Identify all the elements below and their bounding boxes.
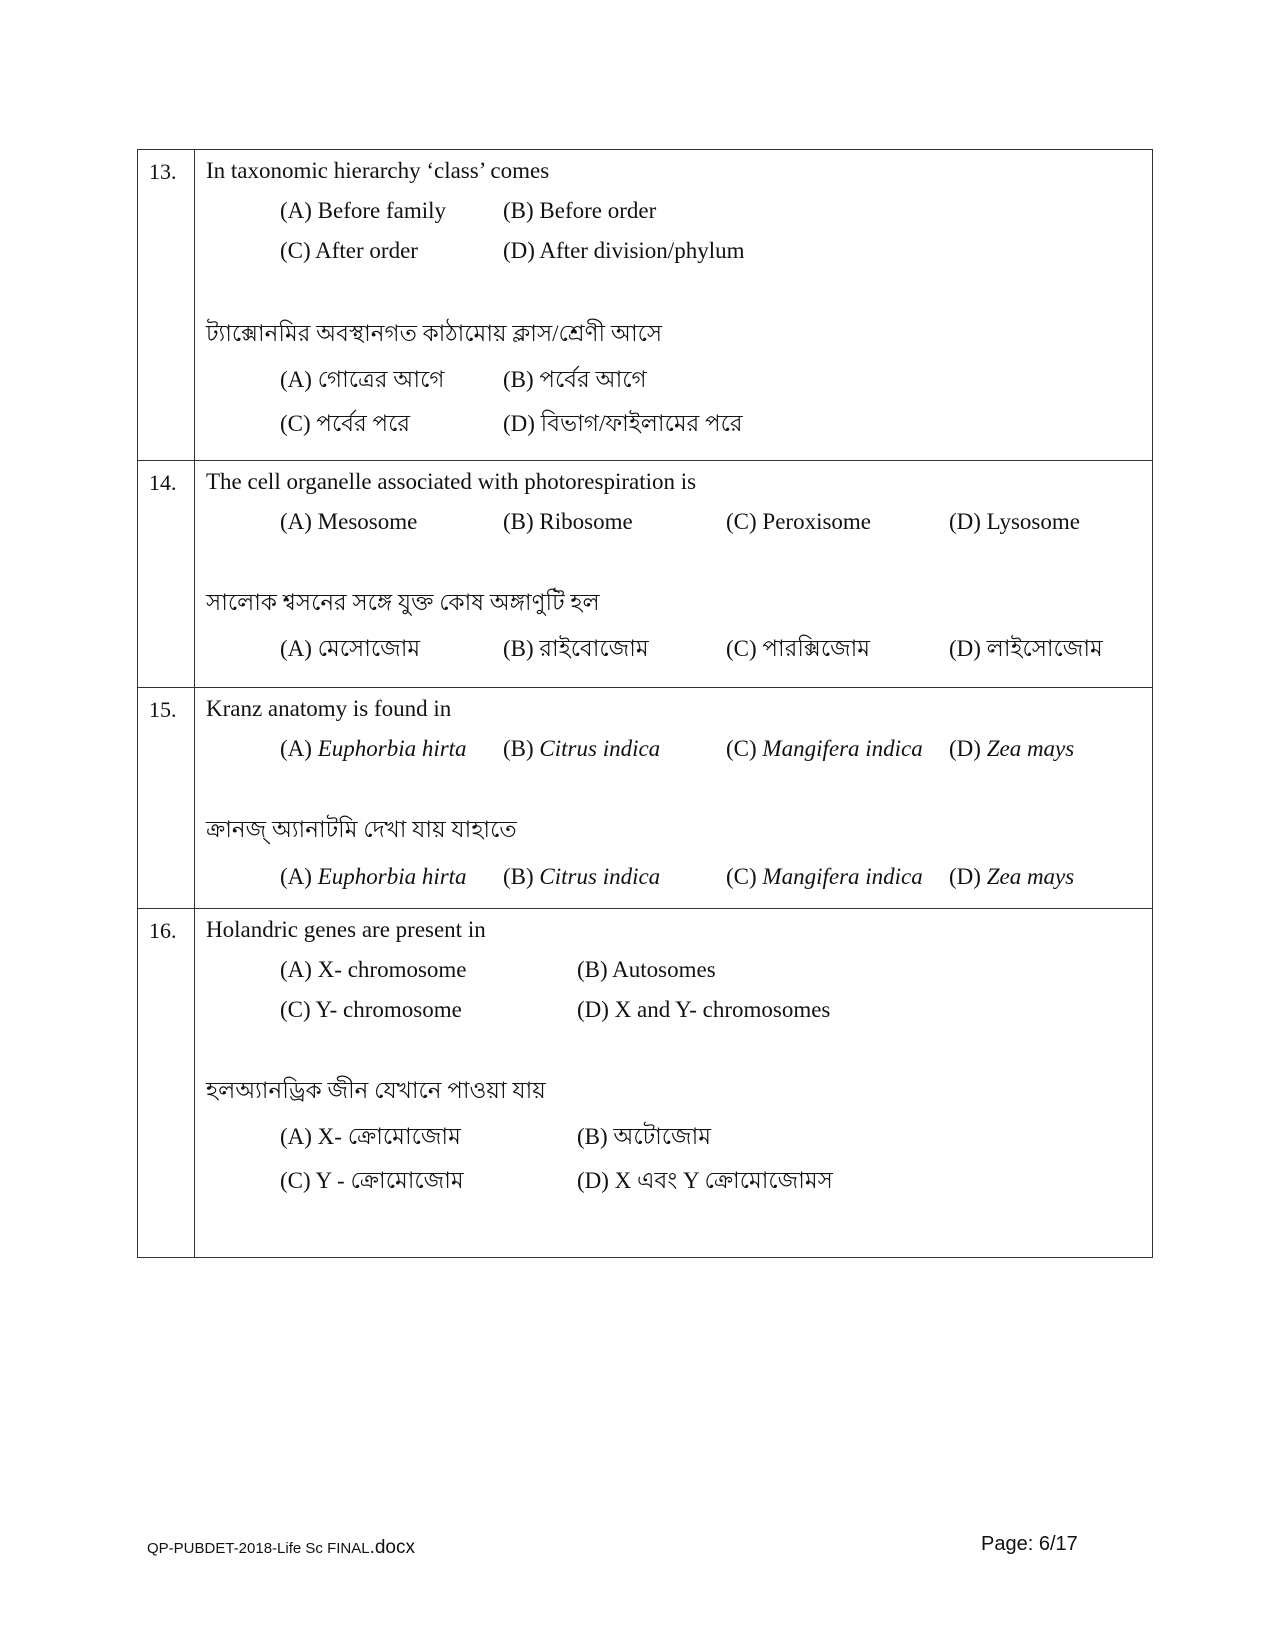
question-content xyxy=(195,150,1153,461)
question-row-15 xyxy=(138,688,1153,909)
option-a-en: (A) X- chromosome xyxy=(280,957,467,982)
footer-filename-extension: .docx xyxy=(369,1537,415,1558)
option-a-bn: (A) গোত্রের আগে xyxy=(280,367,445,392)
option-c-en: (C) Peroxisome xyxy=(726,509,872,534)
question-content xyxy=(195,688,1153,909)
question-number: 13. xyxy=(138,150,195,461)
question-number: 15. xyxy=(138,688,195,909)
option-prefix: (C) xyxy=(726,864,763,889)
option-prefix: (D) xyxy=(949,736,987,761)
option-a-bn: (A) মেসোজোম xyxy=(280,636,421,661)
option-c-bn xyxy=(726,863,923,891)
footer-page-number: Page: 6/17 xyxy=(981,1533,1078,1555)
option-b-bn: (B) অটোজোম xyxy=(577,1124,712,1149)
option-b-bn: (B) পর্বের আগে xyxy=(503,367,647,392)
option-b-en xyxy=(503,735,660,763)
option-d-bn: (D) বিভাগ/ফাইলামের পরে xyxy=(503,411,743,436)
question-stem-en: In taxonomic hierarchy ‘class’ comes xyxy=(206,158,550,183)
question-row-16 xyxy=(138,909,1153,1258)
question-stem-en: Holandric genes are present in xyxy=(206,917,486,942)
option-c-bn: (C) পর্বের পরে xyxy=(280,411,410,436)
option-a-en: (A) Before family xyxy=(280,198,447,223)
option-d-en xyxy=(949,735,1074,763)
option-prefix: (A) xyxy=(280,736,318,761)
option-c-bn: (C) পারক্সিজোম xyxy=(726,636,871,661)
option-c-en: (C) Y- chromosome xyxy=(280,997,462,1022)
species-name: Zea mays xyxy=(986,864,1075,889)
option-d-en: (D) X and Y- chromosomes xyxy=(577,997,831,1022)
questions-table xyxy=(137,149,1153,1258)
question-content xyxy=(195,461,1153,688)
option-prefix: (B) xyxy=(503,736,540,761)
species-name: Citrus indica xyxy=(539,736,661,761)
footer-filename-base: QP-PUBDET-2018-Life Sc FINAL xyxy=(147,1540,370,1557)
footer-filename xyxy=(147,1537,415,1559)
question-stem-en: The cell organelle associated with photorespiration is xyxy=(206,469,697,494)
question-content xyxy=(195,909,1153,1258)
option-c-en: (C) After order xyxy=(280,238,418,263)
option-d-bn: (D) লাইসোজোম xyxy=(949,636,1103,661)
species-name: Euphorbia hirta xyxy=(317,736,467,761)
option-b-bn: (B) রাইবোজোম xyxy=(503,636,649,661)
option-c-bn: (C) Y - ক্রোমোজোম xyxy=(280,1168,464,1193)
option-prefix: (D) xyxy=(949,864,987,889)
option-b-bn xyxy=(503,863,660,891)
option-a-bn xyxy=(280,863,467,891)
species-name: Mangifera indica xyxy=(762,736,923,761)
question-stem-bn: হলঅ্যানড্রিক জীন যেখানে পাওয়া যায় xyxy=(206,1078,546,1103)
option-prefix: (B) xyxy=(503,864,540,889)
species-name: Zea mays xyxy=(986,736,1075,761)
question-row-13 xyxy=(138,150,1153,461)
species-name: Citrus indica xyxy=(539,864,661,889)
species-name: Euphorbia hirta xyxy=(317,864,467,889)
species-name: Mangifera indica xyxy=(762,864,923,889)
option-a-en: (A) Mesosome xyxy=(280,509,418,534)
option-a-bn: (A) X- ক্রোমোজোম xyxy=(280,1124,461,1149)
question-row-14 xyxy=(138,461,1153,688)
question-stem-bn: ক্রানজ্ অ্যানাটমি দেখা যায় যাহাতে xyxy=(206,817,517,842)
option-prefix: (C) xyxy=(726,736,763,761)
question-stem-en: Kranz anatomy is found in xyxy=(206,696,452,721)
option-c-en xyxy=(726,735,923,763)
option-d-en: (D) Lysosome xyxy=(949,509,1080,534)
option-d-bn: (D) X এবং Y ক্রোমোজোমস xyxy=(577,1168,833,1193)
question-stem-bn: ট্যাক্সোনমির অবস্থানগত কাঠামোয় ক্লাস/শ্রেণী আসে xyxy=(206,321,663,346)
option-b-en: (B) Ribosome xyxy=(503,509,633,534)
option-b-en: (B) Before order xyxy=(503,198,657,223)
option-d-bn xyxy=(949,863,1074,891)
option-d-en: (D) After division/phylum xyxy=(503,238,745,263)
option-prefix: (A) xyxy=(280,864,318,889)
question-stem-bn: সালোক শ্বসনের সঙ্গে যুক্ত কোষ অঙ্গাণুটি হল xyxy=(206,590,600,615)
option-b-en: (B) Autosomes xyxy=(577,957,716,982)
question-number: 14. xyxy=(138,461,195,688)
question-number: 16. xyxy=(138,909,195,1258)
option-a-en xyxy=(280,735,467,763)
